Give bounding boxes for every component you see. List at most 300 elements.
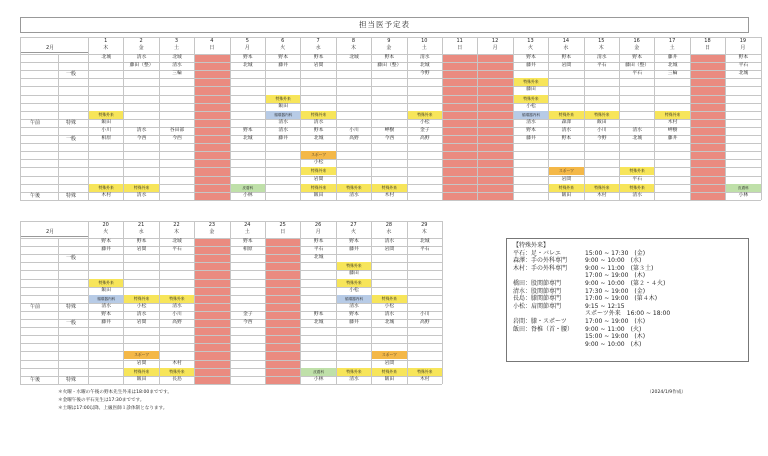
doctor-cell: 小川 <box>172 311 182 317</box>
doctor-cell: 野本 <box>242 55 253 60</box>
doctor-cell: 北城 <box>242 136 253 141</box>
doctor-cell: 飯田 <box>101 119 111 125</box>
doctor-cell: 藤井 <box>667 55 678 60</box>
day-number: 25 <box>279 222 286 228</box>
doctor-cell: 小川 <box>596 127 607 133</box>
doctor-cell: 小林 <box>242 192 253 198</box>
day-header <box>265 222 300 236</box>
special-clinic-tag: 特殊外来 <box>585 184 619 192</box>
weekday: 火 <box>350 229 356 235</box>
doctor-cell: 清水 <box>172 63 182 69</box>
doctor-cell: 清水 <box>596 55 607 60</box>
weekday: 水 <box>386 229 392 235</box>
doctor-cell: 小川 <box>419 311 430 317</box>
doctor-cell: 岩間 <box>561 176 572 182</box>
special-clinic-box <box>506 238 749 362</box>
doctor-cell: 金子 <box>242 311 253 317</box>
day-header <box>123 38 158 52</box>
special-clinic-tag: スポーツ <box>124 351 158 359</box>
grid-line <box>20 37 21 200</box>
day-number: 29 <box>421 222 428 228</box>
grid-line <box>20 279 442 280</box>
grid-line <box>20 287 442 288</box>
special-clinic-tag: スポーツ <box>372 351 406 359</box>
doctor-cell: 飯田 <box>596 119 607 125</box>
doctor-cell: 三輪 <box>172 71 182 77</box>
special-clinic-doctor <box>513 310 585 318</box>
grid-line <box>20 111 761 112</box>
doctor-cell: 木村 <box>384 192 395 198</box>
doctor-cell: 北城 <box>738 71 749 77</box>
day-number: 5 <box>245 38 249 44</box>
doctor-cell: 藤井 <box>278 136 288 141</box>
day-header <box>407 222 442 236</box>
special-clinic-time: 9:00 ~ 10:00 (水) <box>585 257 642 265</box>
doctor-cell: 木村 <box>419 376 430 382</box>
doctor-cell: 藤田（整） <box>625 63 650 69</box>
grid-line <box>442 221 443 384</box>
month-label: 2月 <box>20 229 88 237</box>
doctor-cell: 藤井 <box>526 63 536 69</box>
special-clinic-line <box>513 295 742 303</box>
day-header <box>230 222 265 236</box>
grid-line <box>20 343 442 344</box>
weekday: 日 <box>209 45 215 51</box>
grid-line <box>20 327 442 328</box>
doctor-cell: 小川 <box>101 127 111 133</box>
grid-line <box>20 151 761 152</box>
special-clinic-tag: 循環器内科 <box>266 111 300 119</box>
day-number: 2 <box>139 38 143 44</box>
special-clinic-tag: 循環器内科 <box>514 111 548 119</box>
special-clinic-doctor <box>513 272 585 280</box>
grid-line <box>194 37 195 200</box>
doctor-cell: 藤井 <box>278 63 288 69</box>
day-header <box>371 38 406 52</box>
special-clinic-tag: 特殊外来 <box>89 184 123 192</box>
doctor-cell: 平石 <box>738 63 749 69</box>
doctor-cell: 平石 <box>419 247 430 253</box>
doctor-cell: 北城 <box>349 55 359 60</box>
doctor-cell: 清水 <box>349 376 359 382</box>
grid-line <box>20 384 442 385</box>
doctor-cell: 野本 <box>101 239 111 244</box>
doctor-cell: 野本 <box>313 55 324 60</box>
doctor-cell: 野本 <box>313 239 324 244</box>
day-number: 24 <box>244 222 251 228</box>
doctor-cell: 北城 <box>101 55 111 60</box>
doctor-cell: 野本 <box>242 239 253 244</box>
doctor-cell: 金子 <box>419 127 430 133</box>
grid-line <box>20 254 442 255</box>
day-number: 15 <box>598 38 605 44</box>
grid-line <box>442 37 443 200</box>
day-header <box>123 222 158 236</box>
day-number: 16 <box>633 38 640 44</box>
special-clinic-tag: 皮膚科 <box>301 368 335 376</box>
special-clinic-doctor: 長島：膝関節専門 <box>513 295 562 303</box>
doctor-cell: 岩間 <box>136 320 147 325</box>
weekday: 金 <box>634 45 640 51</box>
special-clinic-line <box>513 318 742 326</box>
day-header <box>690 38 725 52</box>
pm-special-label: 特殊 <box>66 192 77 199</box>
special-clinic-tag: 特殊外来 <box>89 111 123 119</box>
doctor-cell: 小松 <box>349 287 359 293</box>
doctor-cell: 清水 <box>384 311 395 317</box>
am-general-label: 一般 <box>66 71 77 78</box>
weekday: 木 <box>598 45 604 51</box>
doctor-cell: 小松 <box>313 160 324 166</box>
footnotes <box>58 389 172 413</box>
footnote: ＊金曜午後の平石先生は17:30までです。 <box>58 398 145 403</box>
special-clinic-tag: スポーツ <box>549 167 583 175</box>
weekday: 日 <box>704 45 710 51</box>
doctor-cell: 清水 <box>526 119 536 125</box>
special-clinic-tag: 循環器内科 <box>89 295 123 303</box>
doctor-cell: 北城 <box>313 136 324 141</box>
special-clinic-tag: 特殊外来 <box>549 184 583 192</box>
grid-line <box>20 159 761 160</box>
day-header <box>336 38 371 52</box>
month-label: 2月 <box>20 45 88 53</box>
special-clinic-doctor <box>513 341 585 349</box>
doctor-cell: 高野 <box>172 320 182 325</box>
day-header <box>371 222 406 236</box>
doctor-cell: 小林 <box>738 192 749 198</box>
day-number: 9 <box>387 38 391 44</box>
grid-line <box>20 200 761 201</box>
grid-line <box>58 54 59 200</box>
special-clinic-tag: 特殊外来 <box>301 167 335 175</box>
doctor-cell: 岩間 <box>136 247 147 253</box>
doctor-cell: 北城 <box>384 320 395 325</box>
day-header <box>513 38 548 52</box>
special-clinic-tag: 特殊外来 <box>301 111 335 119</box>
doctor-cell: 飯田 <box>561 192 572 198</box>
day-number: 7 <box>316 38 320 44</box>
doctor-cell: 岩間 <box>384 247 395 253</box>
doctor-cell: 木村 <box>101 192 111 198</box>
day-number: 22 <box>173 222 180 228</box>
weekday: 土 <box>244 229 250 235</box>
doctor-cell: 藤井 <box>349 320 359 325</box>
special-clinic-doctor: 小松：肩関節専門 <box>513 302 562 310</box>
pm-general-label: 一般 <box>66 320 77 326</box>
doctor-cell: 今西 <box>136 136 147 141</box>
doctor-cell: 野本 <box>349 311 359 317</box>
doctor-cell: 岩間 <box>313 63 324 69</box>
doctor-cell: 平石 <box>596 63 607 69</box>
doctor-cell: 清水 <box>349 192 359 198</box>
grid-line <box>20 335 442 336</box>
doctor-cell: 北城 <box>172 239 182 244</box>
day-header <box>407 38 442 52</box>
doctor-cell: 飯田 <box>313 192 324 198</box>
special-clinic-doctor: 飯田：脊椎（首・腰） <box>513 325 574 333</box>
pm-label: 午後 <box>30 192 41 199</box>
grid-line <box>265 221 266 384</box>
special-clinic-time: 9:00 ~ 10:00 (木) <box>585 340 642 348</box>
doctor-cell: 岩間 <box>561 63 572 69</box>
special-clinic-line <box>513 326 742 334</box>
day-header <box>159 222 194 236</box>
doctor-cell: 今西 <box>242 320 253 325</box>
special-clinic-time: 17:00 ~ 19:00 (水) <box>585 317 646 325</box>
doctor-cell: 野本 <box>313 127 324 133</box>
special-clinic-time: 17:00 ~ 19:00 (第４木) <box>585 295 658 303</box>
weekday: 日 <box>280 229 286 235</box>
special-clinic-line <box>513 310 742 318</box>
doctor-cell: 野本 <box>384 55 395 60</box>
doctor-cell: 清水 <box>136 55 147 60</box>
doctor-cell: 平石 <box>172 247 182 253</box>
day-number: 20 <box>102 222 109 228</box>
day-header <box>725 38 760 52</box>
grid-line <box>20 119 761 120</box>
weekday: 火 <box>280 45 286 51</box>
weekday: 木 <box>350 45 356 51</box>
special-clinic-tag: 特殊外来 <box>337 279 371 287</box>
doctor-cell: 藤井 <box>101 247 111 253</box>
doctor-cell: 清水 <box>384 239 395 244</box>
am-label: 午前 <box>30 303 41 310</box>
doctor-cell: 清水 <box>349 303 359 309</box>
doctor-cell: 清水 <box>313 119 324 125</box>
special-clinic-line <box>513 333 742 341</box>
special-clinic-tag: 特殊外来 <box>89 279 123 287</box>
weekday: 木 <box>173 229 179 235</box>
day-number: 12 <box>491 38 499 44</box>
day-number: 6 <box>281 38 285 44</box>
doctor-cell: 藤田 <box>526 87 536 93</box>
day-number: 11 <box>456 38 463 44</box>
doctor-cell: 平石 <box>632 176 642 182</box>
doctor-cell: 野本 <box>278 55 288 60</box>
special-clinic-doctor: 平石：足・バレエ <box>513 249 562 257</box>
special-clinic-tag: 特殊外来 <box>124 368 158 376</box>
doctor-cell: 今西 <box>172 136 182 141</box>
special-clinic-doctor: 橋田：股関節専門 <box>513 279 562 287</box>
grid-line <box>20 95 761 96</box>
grid-line <box>761 37 762 200</box>
day-header <box>159 38 194 52</box>
special-clinic-tag: 特殊外来 <box>337 368 371 376</box>
doctor-cell: 木村 <box>667 119 678 125</box>
day-header <box>194 38 229 52</box>
doctor-cell: 岩間 <box>313 176 324 182</box>
doctor-cell: 清水 <box>136 127 147 133</box>
weekday: 火 <box>103 229 109 235</box>
page-title: 担当医予定表 <box>20 17 749 33</box>
doctor-cell: 藤井 <box>349 247 359 253</box>
day-header <box>300 38 335 52</box>
doctor-cell: 小松 <box>526 103 536 109</box>
day-header <box>194 222 229 236</box>
doctor-cell: 野本 <box>561 136 572 141</box>
doctor-cell: 岩間 <box>384 360 395 366</box>
day-number: 13 <box>527 38 534 44</box>
special-clinic-tag: 特殊外来 <box>337 184 371 192</box>
doctor-cell: 野本 <box>632 55 642 60</box>
doctor-cell: 野本 <box>561 55 572 60</box>
special-clinic-list <box>513 250 742 349</box>
doctor-cell: 野本 <box>526 127 536 133</box>
doctor-cell: 今西 <box>384 136 395 141</box>
am-special-label: 特殊 <box>66 303 77 310</box>
doctor-cell: 北城 <box>667 63 678 69</box>
doctor-cell: 清水 <box>136 192 147 198</box>
doctor-cell: 野本 <box>242 127 253 133</box>
doctor-cell: 今野 <box>419 71 430 77</box>
doctor-cell: 岬樹 <box>667 127 678 133</box>
doctor-cell: 森澤 <box>561 119 572 125</box>
weekday: 金 <box>209 229 215 235</box>
doctor-cell: 北城 <box>419 63 430 69</box>
day-header <box>88 38 123 52</box>
day-number: 3 <box>174 38 179 44</box>
weekday: 日 <box>457 45 463 51</box>
doctor-cell: 野本 <box>136 239 147 244</box>
special-clinic-tag: 特殊外来 <box>160 368 194 376</box>
doctor-cell: 小松 <box>136 303 147 309</box>
special-clinic-tag: 特殊外来 <box>372 184 406 192</box>
weekday: 土 <box>669 45 675 51</box>
special-clinic-tag: 特殊外来 <box>372 295 406 303</box>
day-header <box>230 38 265 52</box>
day-header <box>300 222 335 236</box>
created-date: （2024/1/9作成） <box>647 390 687 395</box>
special-clinic-line <box>513 272 742 280</box>
doctor-cell: 相原 <box>242 247 253 253</box>
special-clinic-tag: 皮膚科 <box>231 184 265 192</box>
special-clinic-doctor: 岩間：膝・スポーツ <box>513 317 567 325</box>
special-clinic-time: 9:00 ~ 11:00 (火) <box>585 325 642 333</box>
doctor-cell: 平石 <box>632 71 642 77</box>
special-clinic-tag: 特殊外来 <box>301 184 335 192</box>
weekday: 月 <box>315 229 321 235</box>
doctor-cell: 野本 <box>349 239 359 244</box>
pm-general-label: 一般 <box>66 136 77 142</box>
doctor-cell: 高野 <box>419 320 430 325</box>
doctor-cell: 飯田 <box>136 376 147 382</box>
day-header <box>619 38 654 52</box>
doctor-cell: 北城 <box>419 239 430 244</box>
doctor-cell: 藤田（整） <box>377 63 402 69</box>
doctor-cell: 高野 <box>349 136 359 141</box>
doctor-cell: 清水 <box>278 127 288 133</box>
grid-line <box>690 37 691 200</box>
doctor-cell: 飯田 <box>278 103 288 109</box>
doctor-cell: 野本 <box>526 55 536 60</box>
grid-line <box>20 262 442 263</box>
doctor-cell: 小松 <box>384 303 395 309</box>
grid-line <box>194 221 195 384</box>
doctor-cell: 今野 <box>596 136 607 141</box>
doctor-cell: 北城 <box>632 136 642 141</box>
doctor-cell: 平石 <box>313 247 324 253</box>
special-clinic-tag: スポーツ <box>301 151 335 159</box>
special-clinic-tag: 循環器内科 <box>337 295 371 303</box>
special-clinic-time: 17:30 ~ 19:00 (金) <box>585 287 646 295</box>
special-clinic-time: 9:15 ~ 12:15 <box>585 302 625 310</box>
am-general-label: 一般 <box>66 255 77 262</box>
special-clinic-time: スポーツ外来 16:00 ~ 18:00 <box>585 310 671 318</box>
day-header <box>654 38 689 52</box>
doctor-cell: 清水 <box>172 303 182 309</box>
doctor-cell: 清水 <box>419 55 430 60</box>
day-number: 21 <box>137 222 145 228</box>
grid-line <box>20 221 21 384</box>
doctor-cell: 清水 <box>632 127 642 133</box>
pm-label: 午後 <box>30 376 41 383</box>
grid-line <box>20 270 442 271</box>
doctor-cell: 相原 <box>101 136 111 141</box>
weekday: 月 <box>740 45 746 51</box>
grid-line <box>58 238 59 384</box>
day-header <box>584 38 619 52</box>
weekday: 月 <box>244 45 250 51</box>
doctor-cell: 岩間 <box>136 360 147 366</box>
day-number: 28 <box>385 222 393 228</box>
special-clinic-line <box>513 257 742 265</box>
day-number: 10 <box>421 38 428 44</box>
doctor-cell: 藤井 <box>667 136 678 141</box>
weekday: 木 <box>421 229 427 235</box>
special-clinic-tag: 特殊外来 <box>620 167 654 175</box>
day-number: 23 <box>208 222 216 228</box>
doctor-cell: 野本 <box>738 55 749 60</box>
doctor-cell: 清水 <box>136 311 147 317</box>
doctor-cell: 藤田 <box>349 271 359 277</box>
grid-line <box>20 78 761 79</box>
doctor-cell: 藤井 <box>101 320 111 325</box>
grid-line <box>20 86 761 87</box>
doctor-cell: 木村 <box>172 360 182 366</box>
day-number: 14 <box>562 38 570 44</box>
am-label: 午前 <box>30 119 41 126</box>
am-special-label: 特殊 <box>66 119 77 126</box>
special-clinic-time: 15:00 ~ 17:30 (金) <box>585 249 646 257</box>
doctor-cell: 清水 <box>632 192 642 198</box>
grid-line <box>20 143 761 144</box>
special-clinic-tag: 特殊外来 <box>620 184 654 192</box>
special-clinic-tag: 特殊外来 <box>514 78 548 86</box>
doctor-cell: 藤井 <box>526 136 536 141</box>
day-number: 1 <box>104 38 108 44</box>
doctor-cell: 野本 <box>101 311 111 317</box>
doctor-cell: 北城 <box>313 320 324 325</box>
doctor-cell: 小川 <box>349 127 359 133</box>
special-clinic-time: 9:00 ~ 11:00 (第３土) <box>585 264 654 272</box>
day-header <box>548 38 583 52</box>
weekday: 月 <box>492 45 498 51</box>
grid-line <box>477 37 478 200</box>
special-clinic-tag: 特殊外来 <box>514 95 548 103</box>
doctor-cell: 清水 <box>278 119 288 125</box>
doctor-cell: 北城 <box>172 55 182 60</box>
doctor-cell: 三輪 <box>667 71 678 77</box>
day-header <box>442 38 477 52</box>
day-number: 18 <box>704 38 711 44</box>
pm-special-label: 特殊 <box>66 376 77 383</box>
special-clinic-line <box>513 280 742 288</box>
special-clinic-line <box>513 341 742 349</box>
special-clinic-tag: 特殊外来 <box>585 111 619 119</box>
day-number: 26 <box>314 222 322 228</box>
doctor-cell: 飯田 <box>384 376 395 382</box>
special-clinic-doctor: 清水：股関節専門 <box>513 287 562 295</box>
